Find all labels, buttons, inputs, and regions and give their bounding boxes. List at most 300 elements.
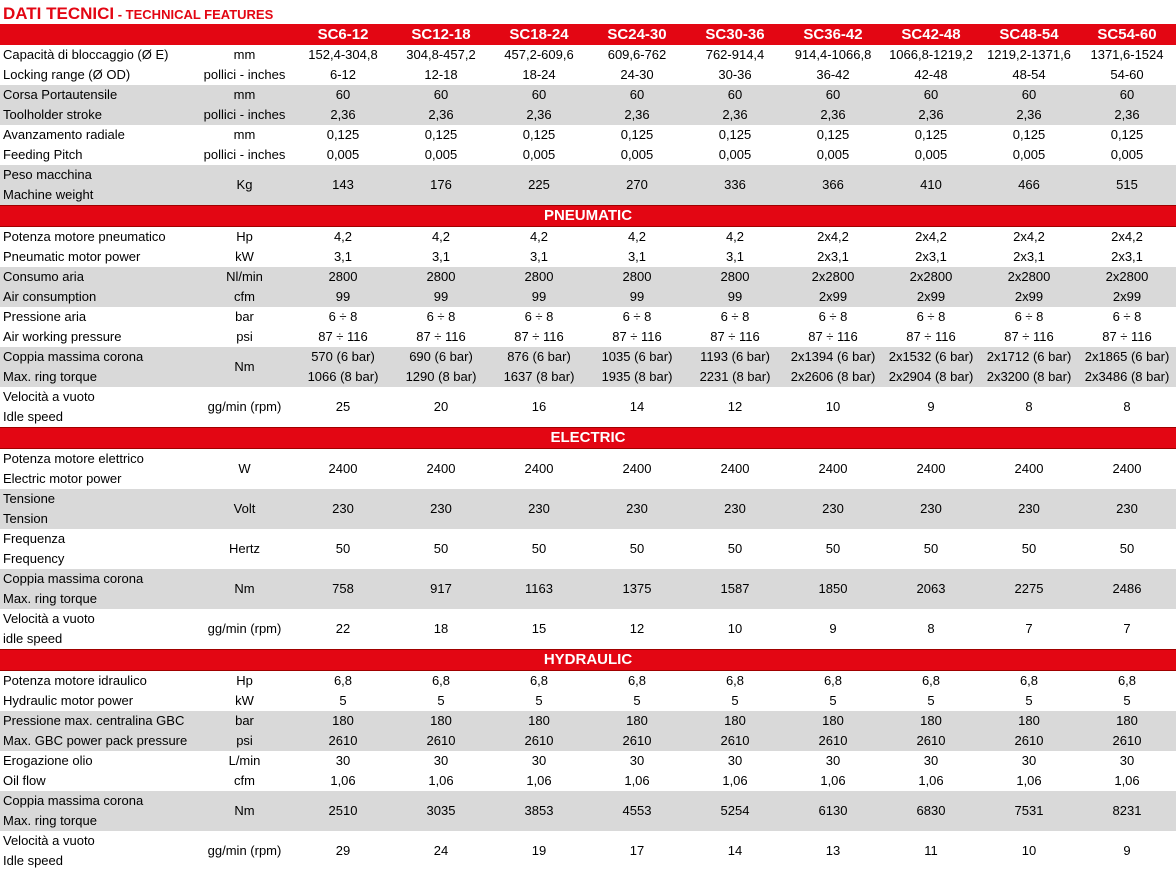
value-cell: 0,125 bbox=[686, 125, 784, 145]
value-cell: 0,005 bbox=[882, 145, 980, 165]
value-cell: 16 bbox=[490, 387, 588, 428]
row-label: Idle speed bbox=[0, 851, 195, 871]
value-cell: 466 bbox=[980, 165, 1078, 206]
value-cell: 99 bbox=[686, 287, 784, 307]
value-cell: 2610 bbox=[294, 731, 392, 751]
row-unit: gg/min (rpm) bbox=[195, 609, 294, 650]
value-cell: 60 bbox=[686, 85, 784, 105]
value-cell: 2,36 bbox=[784, 105, 882, 125]
value-cell: 9 bbox=[1078, 831, 1176, 871]
value-cell: 230 bbox=[490, 489, 588, 529]
value-cell: 2610 bbox=[980, 731, 1078, 751]
value-cell: 50 bbox=[294, 529, 392, 569]
value-cell: 22 bbox=[294, 609, 392, 650]
value-cell: 14 bbox=[588, 387, 686, 428]
value-cell: 4,2 bbox=[686, 227, 784, 248]
value-cell: 180 bbox=[588, 711, 686, 731]
row-unit: psi bbox=[195, 731, 294, 751]
value-cell: 5 bbox=[392, 691, 490, 711]
value-cell: 2x99 bbox=[882, 287, 980, 307]
value-cell: 2231 (8 bar) bbox=[686, 367, 784, 387]
value-cell: 2x3486 (8 bar) bbox=[1078, 367, 1176, 387]
value-cell: 0,005 bbox=[588, 145, 686, 165]
value-cell: 1290 (8 bar) bbox=[392, 367, 490, 387]
value-cell: 1163 bbox=[490, 569, 588, 609]
row-label: Toolholder stroke bbox=[0, 105, 195, 125]
value-cell: 30 bbox=[490, 751, 588, 771]
value-cell: 11 bbox=[882, 831, 980, 871]
row-label: Air consumption bbox=[0, 287, 195, 307]
value-cell: 6 ÷ 8 bbox=[882, 307, 980, 327]
value-cell: 87 ÷ 116 bbox=[588, 327, 686, 347]
row-label: Oil flow bbox=[0, 771, 195, 791]
table-row bbox=[0, 327, 1176, 347]
table-row bbox=[0, 165, 1176, 185]
table-row bbox=[0, 367, 1176, 387]
value-cell: 176 bbox=[392, 165, 490, 206]
value-cell: 2400 bbox=[588, 449, 686, 490]
row-unit: Nm bbox=[195, 791, 294, 831]
value-cell: 2x2800 bbox=[1078, 267, 1176, 287]
value-cell: 18 bbox=[392, 609, 490, 650]
table-row bbox=[0, 791, 1176, 811]
table-row bbox=[0, 569, 1176, 589]
value-cell: 2x1712 (6 bar) bbox=[980, 347, 1078, 367]
value-cell: 336 bbox=[686, 165, 784, 206]
row-unit: psi bbox=[195, 327, 294, 347]
column-header: SC12-18 bbox=[392, 24, 490, 45]
value-cell: 87 ÷ 116 bbox=[490, 327, 588, 347]
value-cell: 2486 bbox=[1078, 569, 1176, 609]
value-cell: 7 bbox=[1078, 609, 1176, 650]
value-cell: 6,8 bbox=[1078, 671, 1176, 692]
section-title: ELECTRIC bbox=[0, 428, 1176, 449]
value-cell: 2x99 bbox=[1078, 287, 1176, 307]
table-row bbox=[0, 771, 1176, 791]
value-cell: 2400 bbox=[686, 449, 784, 490]
row-unit: W bbox=[195, 449, 294, 490]
row-label: Frequency bbox=[0, 549, 195, 569]
table-row bbox=[0, 711, 1176, 731]
value-cell: 2510 bbox=[294, 791, 392, 831]
value-cell: 2x1532 (6 bar) bbox=[882, 347, 980, 367]
row-label: Potenza motore elettrico bbox=[0, 449, 195, 470]
row-unit: Nl/min bbox=[195, 267, 294, 287]
row-label: Corsa Portautensile bbox=[0, 85, 195, 105]
value-cell: 1,06 bbox=[686, 771, 784, 791]
row-unit: Nm bbox=[195, 569, 294, 609]
value-cell: 6,8 bbox=[588, 671, 686, 692]
value-cell: 60 bbox=[980, 85, 1078, 105]
row-label: Potenza motore idraulico bbox=[0, 671, 195, 692]
column-header: SC18-24 bbox=[490, 24, 588, 45]
value-cell: 2,36 bbox=[882, 105, 980, 125]
value-cell: 13 bbox=[784, 831, 882, 871]
value-cell: 0,005 bbox=[294, 145, 392, 165]
value-cell: 515 bbox=[1078, 165, 1176, 206]
row-label: Consumo aria bbox=[0, 267, 195, 287]
value-cell: 99 bbox=[588, 287, 686, 307]
table-body bbox=[0, 24, 1176, 871]
value-cell: 2x3,1 bbox=[784, 247, 882, 267]
header-blank bbox=[195, 24, 294, 45]
value-cell: 2,36 bbox=[686, 105, 784, 125]
row-label: Coppia massima corona bbox=[0, 347, 195, 367]
row-label: Peso macchina bbox=[0, 165, 195, 185]
row-label: Machine weight bbox=[0, 185, 195, 206]
value-cell: 10 bbox=[980, 831, 1078, 871]
value-cell: 2x4,2 bbox=[784, 227, 882, 248]
value-cell: 2x3200 (8 bar) bbox=[980, 367, 1078, 387]
row-unit: pollici - inches bbox=[195, 145, 294, 165]
value-cell: 60 bbox=[784, 85, 882, 105]
value-cell: 2x1394 (6 bar) bbox=[784, 347, 882, 367]
row-unit: kW bbox=[195, 691, 294, 711]
value-cell: 1,06 bbox=[294, 771, 392, 791]
value-cell: 29 bbox=[294, 831, 392, 871]
value-cell: 2610 bbox=[588, 731, 686, 751]
value-cell: 4553 bbox=[588, 791, 686, 831]
value-cell: 87 ÷ 116 bbox=[980, 327, 1078, 347]
value-cell: 2,36 bbox=[1078, 105, 1176, 125]
table-row bbox=[0, 671, 1176, 692]
value-cell: 48-54 bbox=[980, 65, 1078, 85]
header-row bbox=[0, 24, 1176, 45]
value-cell: 30 bbox=[784, 751, 882, 771]
value-cell: 2x99 bbox=[980, 287, 1078, 307]
value-cell: 10 bbox=[686, 609, 784, 650]
page-title bbox=[0, 0, 1176, 24]
value-cell: 30 bbox=[588, 751, 686, 771]
value-cell: 609,6-762 bbox=[588, 45, 686, 65]
value-cell: 2800 bbox=[490, 267, 588, 287]
row-unit: gg/min (rpm) bbox=[195, 387, 294, 428]
value-cell: 2,36 bbox=[588, 105, 686, 125]
value-cell: 0,125 bbox=[882, 125, 980, 145]
value-cell: 1,06 bbox=[1078, 771, 1176, 791]
column-header: SC54-60 bbox=[1078, 24, 1176, 45]
table-row bbox=[0, 731, 1176, 751]
row-label: Electric motor power bbox=[0, 469, 195, 489]
value-cell: 8 bbox=[1078, 387, 1176, 428]
value-cell: 3853 bbox=[490, 791, 588, 831]
value-cell: 4,2 bbox=[294, 227, 392, 248]
value-cell: 180 bbox=[294, 711, 392, 731]
value-cell: 50 bbox=[392, 529, 490, 569]
value-cell: 30 bbox=[882, 751, 980, 771]
value-cell: 6 ÷ 8 bbox=[294, 307, 392, 327]
value-cell: 5 bbox=[686, 691, 784, 711]
table-row bbox=[0, 267, 1176, 287]
value-cell: 5 bbox=[882, 691, 980, 711]
value-cell: 3,1 bbox=[686, 247, 784, 267]
value-cell: 2x2800 bbox=[784, 267, 882, 287]
row-unit: pollici - inches bbox=[195, 65, 294, 85]
table-row bbox=[0, 489, 1176, 509]
value-cell: 2400 bbox=[392, 449, 490, 490]
value-cell: 1219,2-1371,6 bbox=[980, 45, 1078, 65]
value-cell: 4,2 bbox=[588, 227, 686, 248]
value-cell: 2610 bbox=[392, 731, 490, 751]
header-blank bbox=[0, 24, 195, 45]
value-cell: 0,125 bbox=[392, 125, 490, 145]
value-cell: 2063 bbox=[882, 569, 980, 609]
value-cell: 1,06 bbox=[588, 771, 686, 791]
row-unit: cfm bbox=[195, 771, 294, 791]
value-cell: 50 bbox=[784, 529, 882, 569]
row-label: Tensione bbox=[0, 489, 195, 509]
value-cell: 5 bbox=[490, 691, 588, 711]
table-row bbox=[0, 307, 1176, 327]
value-cell: 2610 bbox=[784, 731, 882, 751]
value-cell: 0,005 bbox=[490, 145, 588, 165]
value-cell: 1850 bbox=[784, 569, 882, 609]
row-label: idle speed bbox=[0, 629, 195, 650]
value-cell: 60 bbox=[1078, 85, 1176, 105]
row-label: Air working pressure bbox=[0, 327, 195, 347]
row-unit: pollici - inches bbox=[195, 105, 294, 125]
table-row bbox=[0, 751, 1176, 771]
value-cell: 99 bbox=[294, 287, 392, 307]
row-label: Coppia massima corona bbox=[0, 791, 195, 811]
value-cell: 8 bbox=[980, 387, 1078, 428]
row-unit: Volt bbox=[195, 489, 294, 529]
value-cell: 50 bbox=[882, 529, 980, 569]
section-header bbox=[0, 206, 1176, 227]
row-unit: Nm bbox=[195, 347, 294, 387]
value-cell: 10 bbox=[784, 387, 882, 428]
value-cell: 0,125 bbox=[490, 125, 588, 145]
value-cell: 230 bbox=[686, 489, 784, 529]
value-cell: 12 bbox=[686, 387, 784, 428]
value-cell: 6830 bbox=[882, 791, 980, 831]
value-cell: 6 ÷ 8 bbox=[588, 307, 686, 327]
value-cell: 180 bbox=[882, 711, 980, 731]
value-cell: 18-24 bbox=[490, 65, 588, 85]
value-cell: 1035 (6 bar) bbox=[588, 347, 686, 367]
value-cell: 30 bbox=[392, 751, 490, 771]
row-unit: Hertz bbox=[195, 529, 294, 569]
value-cell: 6,8 bbox=[686, 671, 784, 692]
row-label: Pressione aria bbox=[0, 307, 195, 327]
value-cell: 1193 (6 bar) bbox=[686, 347, 784, 367]
value-cell: 6 ÷ 8 bbox=[980, 307, 1078, 327]
value-cell: 1935 (8 bar) bbox=[588, 367, 686, 387]
column-header: SC6-12 bbox=[294, 24, 392, 45]
value-cell: 6130 bbox=[784, 791, 882, 831]
row-unit: Hp bbox=[195, 671, 294, 692]
value-cell: 0,005 bbox=[392, 145, 490, 165]
value-cell: 60 bbox=[490, 85, 588, 105]
table-row bbox=[0, 347, 1176, 367]
value-cell: 0,005 bbox=[1078, 145, 1176, 165]
value-cell: 2x2800 bbox=[882, 267, 980, 287]
value-cell: 270 bbox=[588, 165, 686, 206]
value-cell: 2400 bbox=[294, 449, 392, 490]
value-cell: 2400 bbox=[490, 449, 588, 490]
row-label: Max. GBC power pack pressure bbox=[0, 731, 195, 751]
value-cell: 410 bbox=[882, 165, 980, 206]
value-cell: 2x99 bbox=[784, 287, 882, 307]
value-cell: 230 bbox=[1078, 489, 1176, 529]
value-cell: 1,06 bbox=[490, 771, 588, 791]
value-cell: 180 bbox=[490, 711, 588, 731]
value-cell: 457,2-609,6 bbox=[490, 45, 588, 65]
value-cell: 19 bbox=[490, 831, 588, 871]
value-cell: 2800 bbox=[686, 267, 784, 287]
value-cell: 1,06 bbox=[784, 771, 882, 791]
value-cell: 30 bbox=[1078, 751, 1176, 771]
row-unit: bar bbox=[195, 307, 294, 327]
value-cell: 0,125 bbox=[1078, 125, 1176, 145]
column-header: SC30-36 bbox=[686, 24, 784, 45]
value-cell: 6,8 bbox=[784, 671, 882, 692]
value-cell: 30 bbox=[686, 751, 784, 771]
value-cell: 230 bbox=[882, 489, 980, 529]
value-cell: 36-42 bbox=[784, 65, 882, 85]
value-cell: 6,8 bbox=[980, 671, 1078, 692]
value-cell: 914,4-1066,8 bbox=[784, 45, 882, 65]
value-cell: 7531 bbox=[980, 791, 1078, 831]
value-cell: 2x2800 bbox=[980, 267, 1078, 287]
section-title: HYDRAULIC bbox=[0, 650, 1176, 671]
value-cell: 230 bbox=[980, 489, 1078, 529]
value-cell: 2400 bbox=[980, 449, 1078, 490]
value-cell: 6 ÷ 8 bbox=[490, 307, 588, 327]
value-cell: 230 bbox=[294, 489, 392, 529]
value-cell: 5 bbox=[1078, 691, 1176, 711]
row-label: Velocità a vuoto bbox=[0, 609, 195, 629]
table-row bbox=[0, 449, 1176, 470]
table-row bbox=[0, 227, 1176, 248]
value-cell: 180 bbox=[686, 711, 784, 731]
value-cell: 60 bbox=[294, 85, 392, 105]
value-cell: 50 bbox=[588, 529, 686, 569]
column-header: SC36-42 bbox=[784, 24, 882, 45]
value-cell: 304,8-457,2 bbox=[392, 45, 490, 65]
value-cell: 24-30 bbox=[588, 65, 686, 85]
row-label: Capacità di bloccaggio (Ø E) bbox=[0, 45, 195, 65]
value-cell: 1637 (8 bar) bbox=[490, 367, 588, 387]
value-cell: 50 bbox=[980, 529, 1078, 569]
value-cell: 3035 bbox=[392, 791, 490, 831]
value-cell: 9 bbox=[784, 609, 882, 650]
value-cell: 5 bbox=[784, 691, 882, 711]
table-row bbox=[0, 529, 1176, 549]
table-row bbox=[0, 387, 1176, 407]
value-cell: 2x3,1 bbox=[980, 247, 1078, 267]
column-header: SC42-48 bbox=[882, 24, 980, 45]
value-cell: 225 bbox=[490, 165, 588, 206]
table-row bbox=[0, 247, 1176, 267]
value-cell: 2275 bbox=[980, 569, 1078, 609]
table-row bbox=[0, 287, 1176, 307]
value-cell: 8231 bbox=[1078, 791, 1176, 831]
value-cell: 87 ÷ 116 bbox=[686, 327, 784, 347]
value-cell: 87 ÷ 116 bbox=[392, 327, 490, 347]
value-cell: 50 bbox=[1078, 529, 1176, 569]
table-row bbox=[0, 85, 1176, 105]
value-cell: 30 bbox=[980, 751, 1078, 771]
section-header bbox=[0, 650, 1176, 671]
value-cell: 2610 bbox=[1078, 731, 1176, 751]
value-cell: 6,8 bbox=[490, 671, 588, 692]
value-cell: 366 bbox=[784, 165, 882, 206]
value-cell: 8 bbox=[882, 609, 980, 650]
value-cell: 230 bbox=[588, 489, 686, 529]
row-label: Locking range (Ø OD) bbox=[0, 65, 195, 85]
value-cell: 758 bbox=[294, 569, 392, 609]
value-cell: 1371,6-1524 bbox=[1078, 45, 1176, 65]
value-cell: 54-60 bbox=[1078, 65, 1176, 85]
value-cell: 14 bbox=[686, 831, 784, 871]
value-cell: 1,06 bbox=[980, 771, 1078, 791]
value-cell: 1587 bbox=[686, 569, 784, 609]
value-cell: 2,36 bbox=[392, 105, 490, 125]
value-cell: 6 ÷ 8 bbox=[686, 307, 784, 327]
table-row bbox=[0, 609, 1176, 629]
value-cell: 0,125 bbox=[294, 125, 392, 145]
column-header: SC48-54 bbox=[980, 24, 1078, 45]
value-cell: 570 (6 bar) bbox=[294, 347, 392, 367]
value-cell: 60 bbox=[882, 85, 980, 105]
value-cell: 17 bbox=[588, 831, 686, 871]
value-cell: 3,1 bbox=[490, 247, 588, 267]
row-label: Tension bbox=[0, 509, 195, 529]
row-unit: cfm bbox=[195, 287, 294, 307]
value-cell: 2,36 bbox=[294, 105, 392, 125]
value-cell: 12-18 bbox=[392, 65, 490, 85]
value-cell: 87 ÷ 116 bbox=[294, 327, 392, 347]
value-cell: 5 bbox=[588, 691, 686, 711]
value-cell: 60 bbox=[588, 85, 686, 105]
row-unit: Kg bbox=[195, 165, 294, 206]
value-cell: 152,4-304,8 bbox=[294, 45, 392, 65]
value-cell: 3,1 bbox=[392, 247, 490, 267]
value-cell: 2800 bbox=[588, 267, 686, 287]
page-title-sub: - TECHNICAL FEATURES bbox=[114, 7, 274, 22]
value-cell: 6,8 bbox=[294, 671, 392, 692]
value-cell: 5 bbox=[294, 691, 392, 711]
value-cell: 3,1 bbox=[588, 247, 686, 267]
value-cell: 50 bbox=[490, 529, 588, 569]
value-cell: 5254 bbox=[686, 791, 784, 831]
value-cell: 762-914,4 bbox=[686, 45, 784, 65]
row-label: Idle speed bbox=[0, 407, 195, 428]
row-unit: kW bbox=[195, 247, 294, 267]
row-label: Erogazione olio bbox=[0, 751, 195, 771]
value-cell: 2,36 bbox=[490, 105, 588, 125]
value-cell: 917 bbox=[392, 569, 490, 609]
value-cell: 60 bbox=[392, 85, 490, 105]
value-cell: 25 bbox=[294, 387, 392, 428]
table-row bbox=[0, 45, 1176, 65]
value-cell: 12 bbox=[588, 609, 686, 650]
value-cell: 1,06 bbox=[882, 771, 980, 791]
value-cell: 99 bbox=[392, 287, 490, 307]
table-row bbox=[0, 691, 1176, 711]
row-label: Max. ring torque bbox=[0, 811, 195, 831]
value-cell: 6,8 bbox=[392, 671, 490, 692]
value-cell: 0,125 bbox=[784, 125, 882, 145]
row-unit: bar bbox=[195, 711, 294, 731]
value-cell: 99 bbox=[490, 287, 588, 307]
row-label: Velocità a vuoto bbox=[0, 387, 195, 407]
value-cell: 6 ÷ 8 bbox=[784, 307, 882, 327]
value-cell: 7 bbox=[980, 609, 1078, 650]
value-cell: 87 ÷ 116 bbox=[882, 327, 980, 347]
value-cell: 6-12 bbox=[294, 65, 392, 85]
